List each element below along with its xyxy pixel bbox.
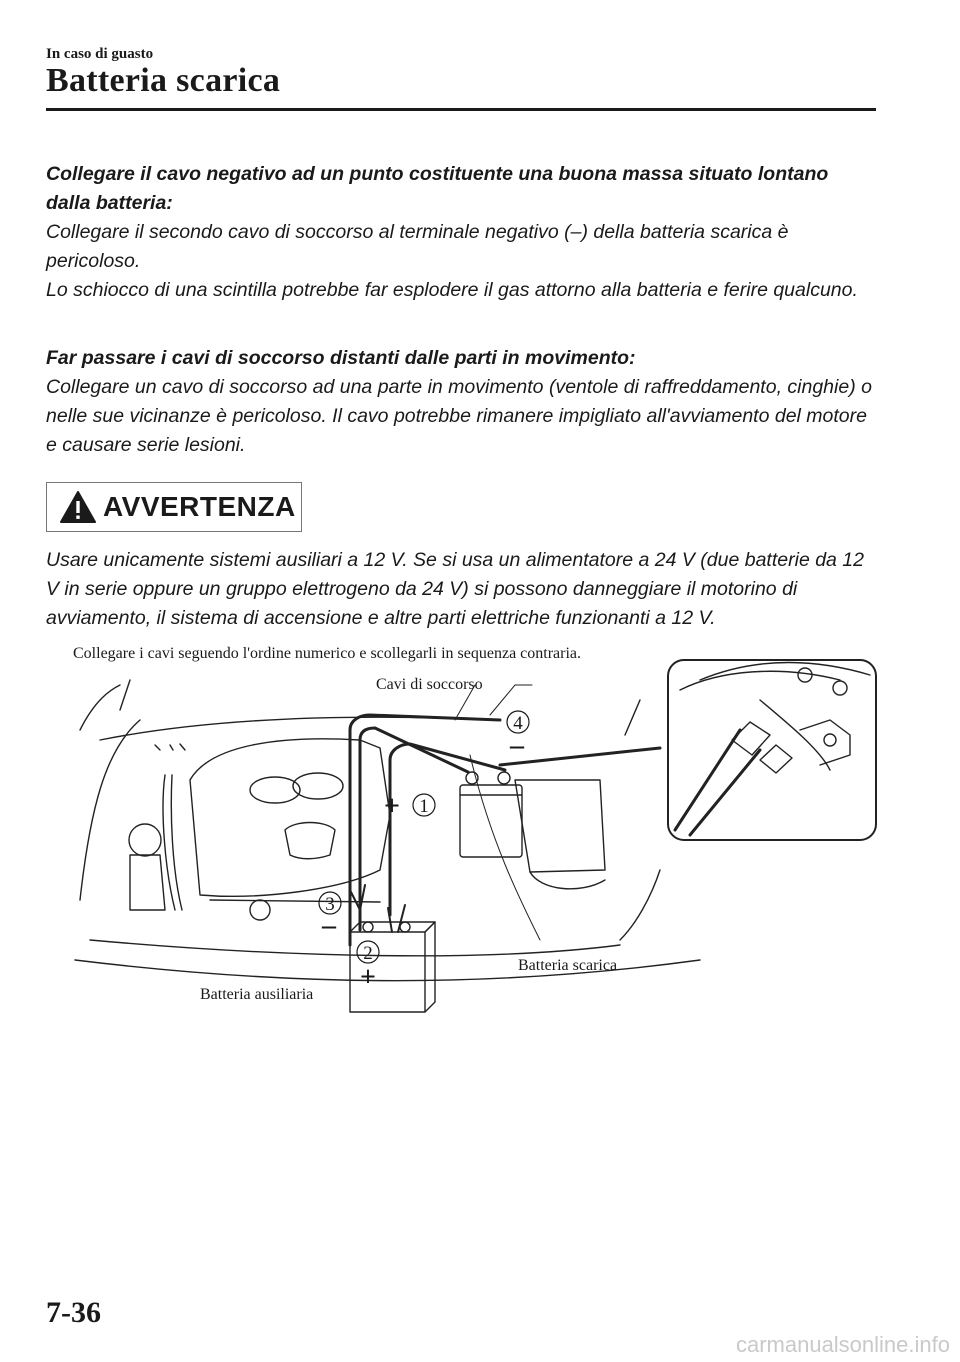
figure-caption: Collegare i cavi seguendo l'ordine numerico e scollegarli in sequenza contraria.: [73, 645, 582, 662]
warning-label: AVVERTENZA: [103, 491, 296, 522]
step-4-number: 4: [513, 713, 523, 734]
step-3-number: 3: [325, 894, 335, 915]
ground-warning-text-1: Collegare il secondo cavo di soccorso al terminale negativo (–) della batteria scarica è pericoloso.: [46, 221, 789, 272]
ground-warning-text-2: Lo schiocco di una scintilla potrebbe far esplodere il gas attorno alla batteria e ferire qualcuno.: [46, 279, 858, 301]
warning-triangle-icon: [59, 490, 97, 524]
moving-parts-heading: Far passare i cavi di soccorso distanti dalle parti in movimento:: [46, 347, 636, 369]
warning-banner: [46, 482, 302, 532]
step-2-number: 2: [363, 943, 373, 964]
page-number: 7-36: [46, 1296, 101, 1329]
moving-parts-text: Collegare un cavo di soccorso ad una parte in movimento (ventole di raffreddamento, cinghie) o nelle sue vicinanze è pericoloso. Il cavo potrebbe rimanere impigliato all'avviamento del motore e causare serie lesioni.: [46, 376, 872, 456]
section-label: In caso di guasto: [46, 46, 154, 62]
ground-warning-heading: Collegare il cavo negativo ad un punto costituente una buona massa situato lontano dalla batteria:: [46, 163, 829, 214]
title-divider: [46, 108, 876, 111]
page-title: Batteria scarica: [46, 62, 281, 99]
label-jumper-cables: Cavi di soccorso: [376, 676, 483, 693]
negative-sign: –: [510, 730, 524, 758]
watermark: carmanualsonline.info: [735, 1332, 950, 1357]
step-3-marker: [318, 890, 358, 940]
step-4-marker: [500, 708, 540, 758]
jump-start-illustration: [60, 640, 890, 1030]
voltage-warning-text: Usare unicamente sistemi ausiliari a 12 V. Se si usa un alimentatore a 24 V (due batterie da 12 V in serie oppure un gruppo elettrogeno da 24 V) si possono danneggiare il motorino di avviamento, il sistema di accensione e altre parti elettriche funzionanti a 12 V.: [46, 549, 865, 629]
step-2-marker: [352, 938, 412, 988]
ground-warning-block: [46, 160, 876, 305]
label-auxiliary-battery: Batteria ausiliaria: [200, 986, 314, 1003]
label-dead-battery: Batteria scarica: [518, 957, 618, 974]
negative-sign: –: [322, 910, 336, 940]
positive-sign: +: [360, 962, 376, 988]
step-1-marker: [380, 785, 440, 825]
voltage-warning-block: [46, 546, 876, 633]
positive-sign: +: [384, 791, 400, 822]
moving-parts-block: [46, 344, 876, 460]
step-1-number: 1: [419, 796, 429, 817]
